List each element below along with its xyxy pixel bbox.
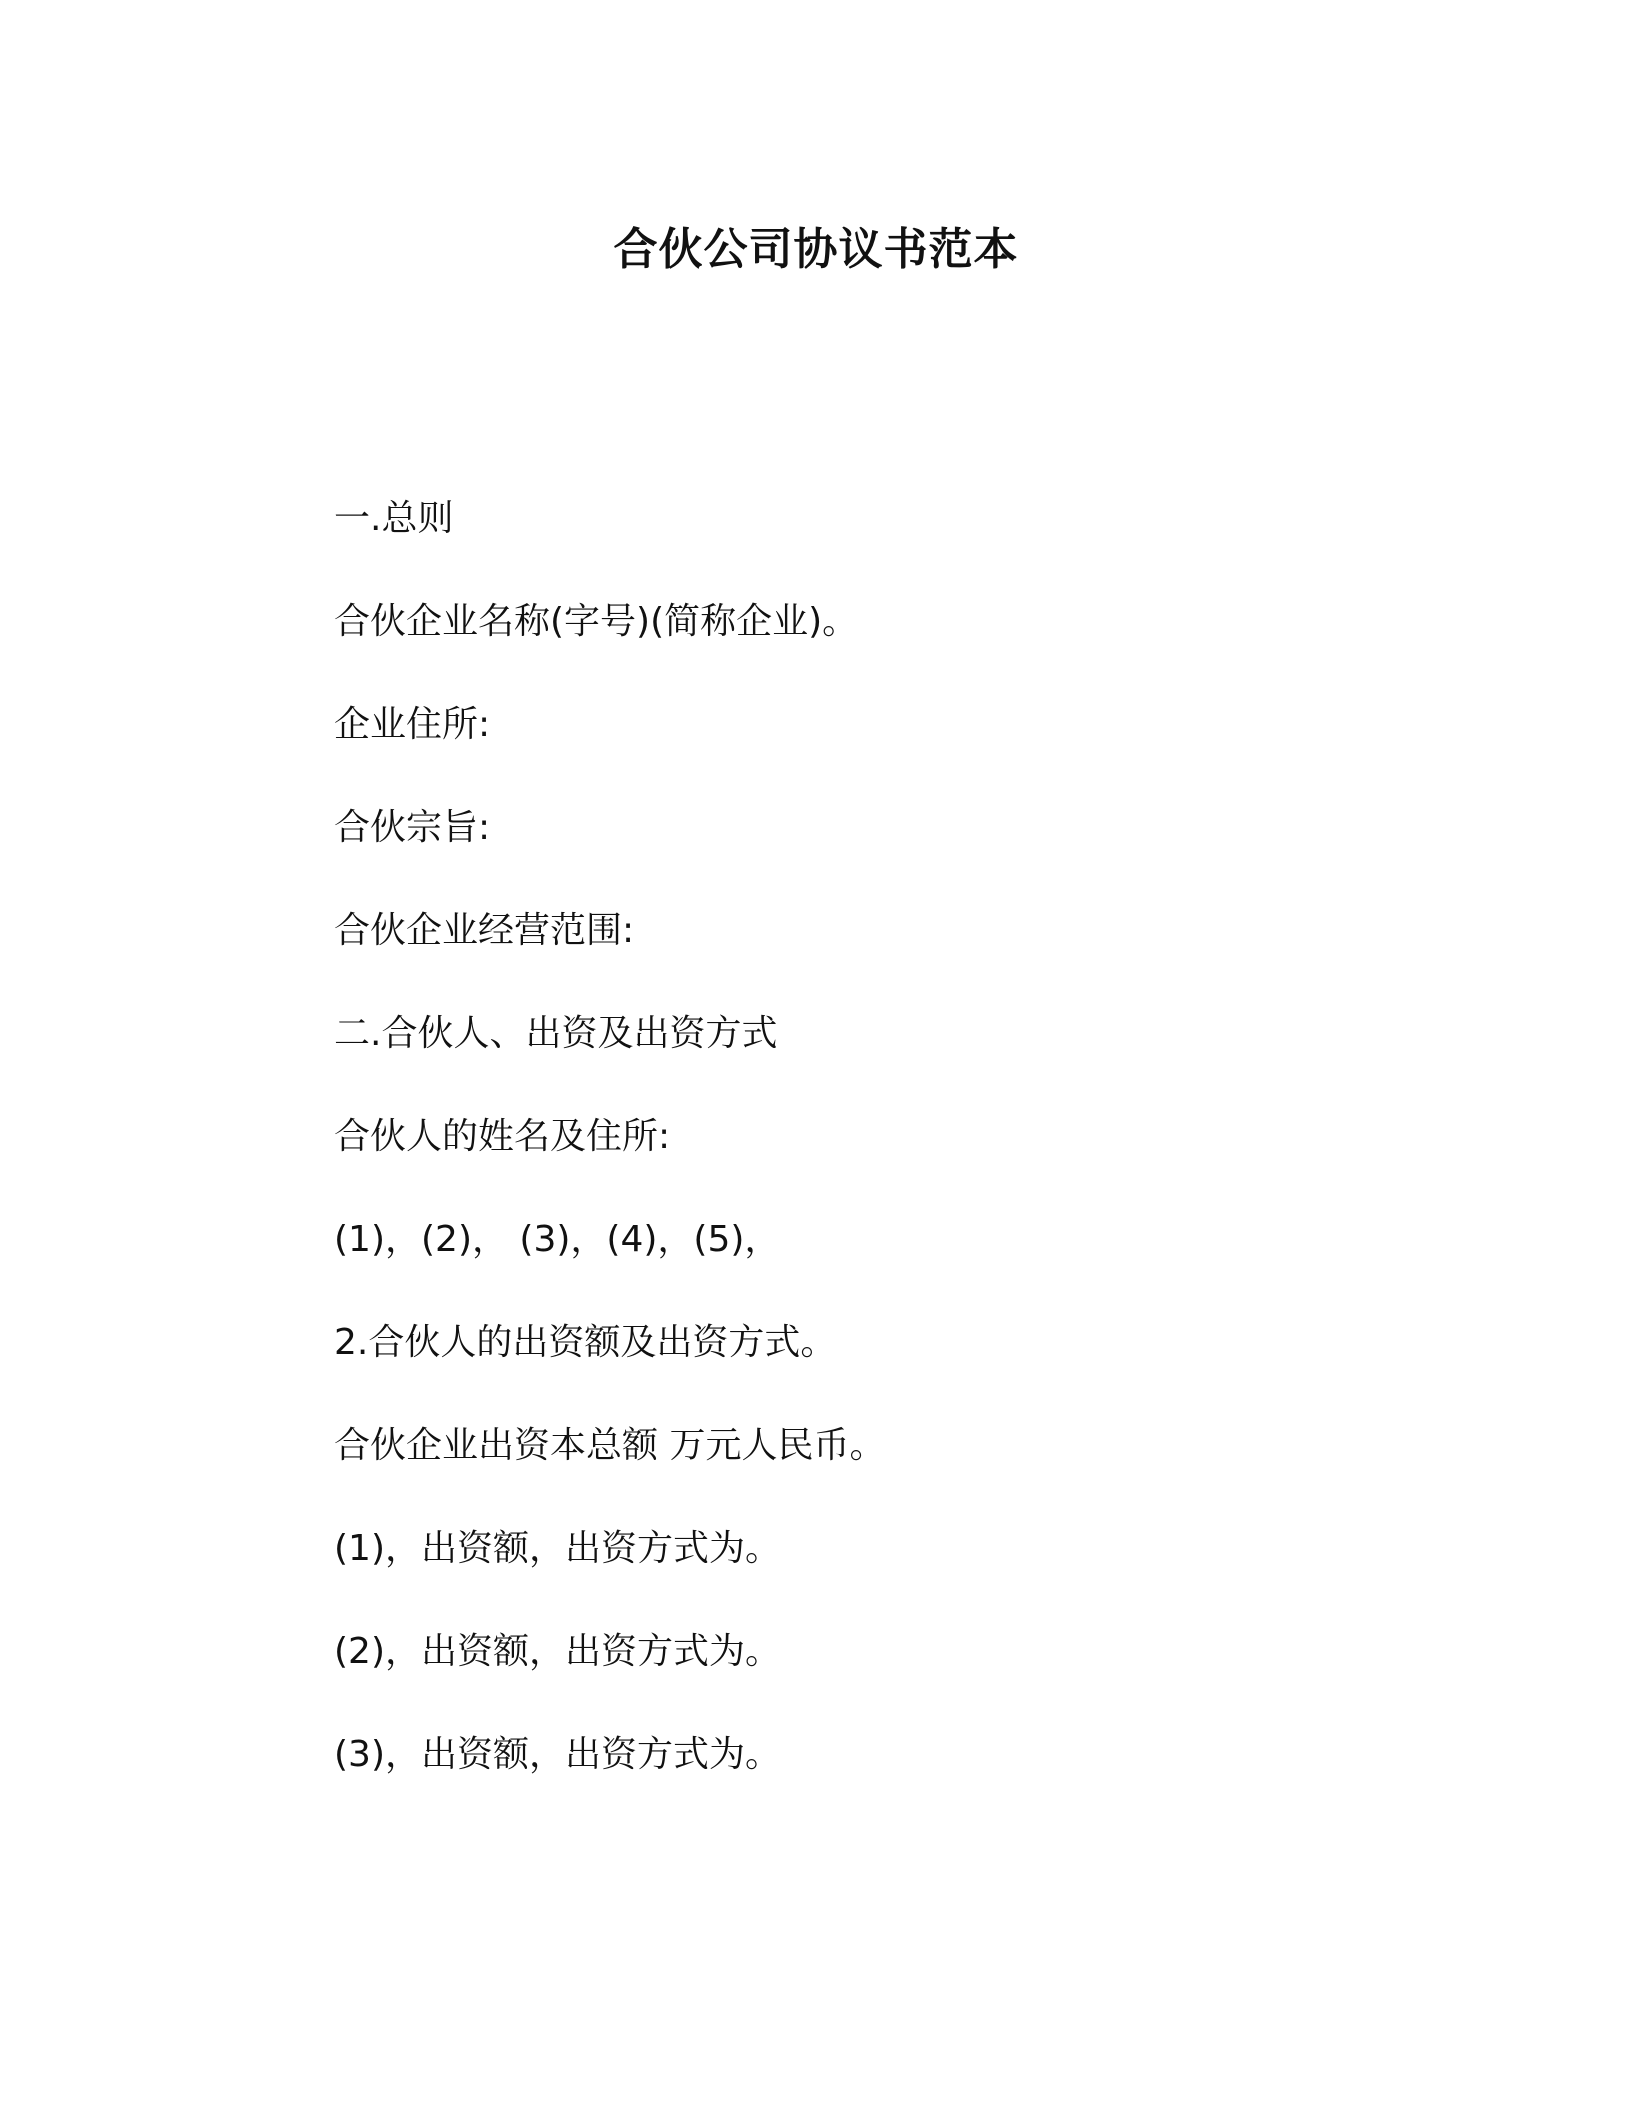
paragraph-enterprise-name: 合伙企业名称(字号)(简称企业)。 xyxy=(334,601,859,642)
paragraph-partnership-purpose: 合伙宗旨: xyxy=(334,807,491,848)
paragraph-partner-2-contribution: (2)，出资额，出资方式为。 xyxy=(334,1631,781,1672)
section-heading-partners-capital: 二.合伙人、出资及出资方式 xyxy=(334,1013,778,1054)
paragraph-partner-1-contribution: (1)，出资额，出资方式为。 xyxy=(334,1528,781,1569)
document-title: 合伙公司协议书范本 xyxy=(613,224,1019,275)
paragraph-partner-names-addresses: 合伙人的姓名及住所: xyxy=(334,1116,671,1157)
paragraph-total-capital: 合伙企业出资本总额 万元人民币。 xyxy=(334,1425,886,1466)
paragraph-business-scope: 合伙企业经营范围: xyxy=(334,910,635,951)
paragraph-partner-3-contribution: (3)，出资额，出资方式为。 xyxy=(334,1734,781,1775)
paragraph-partner-list: (1)，(2)， (3)，(4)，(5)， xyxy=(334,1219,781,1260)
paragraph-enterprise-address: 企业住所: xyxy=(334,704,491,745)
paragraph-capital-method: 2.合伙人的出资额及出资方式。 xyxy=(334,1322,837,1363)
section-heading-general: 一.总则 xyxy=(334,498,454,539)
